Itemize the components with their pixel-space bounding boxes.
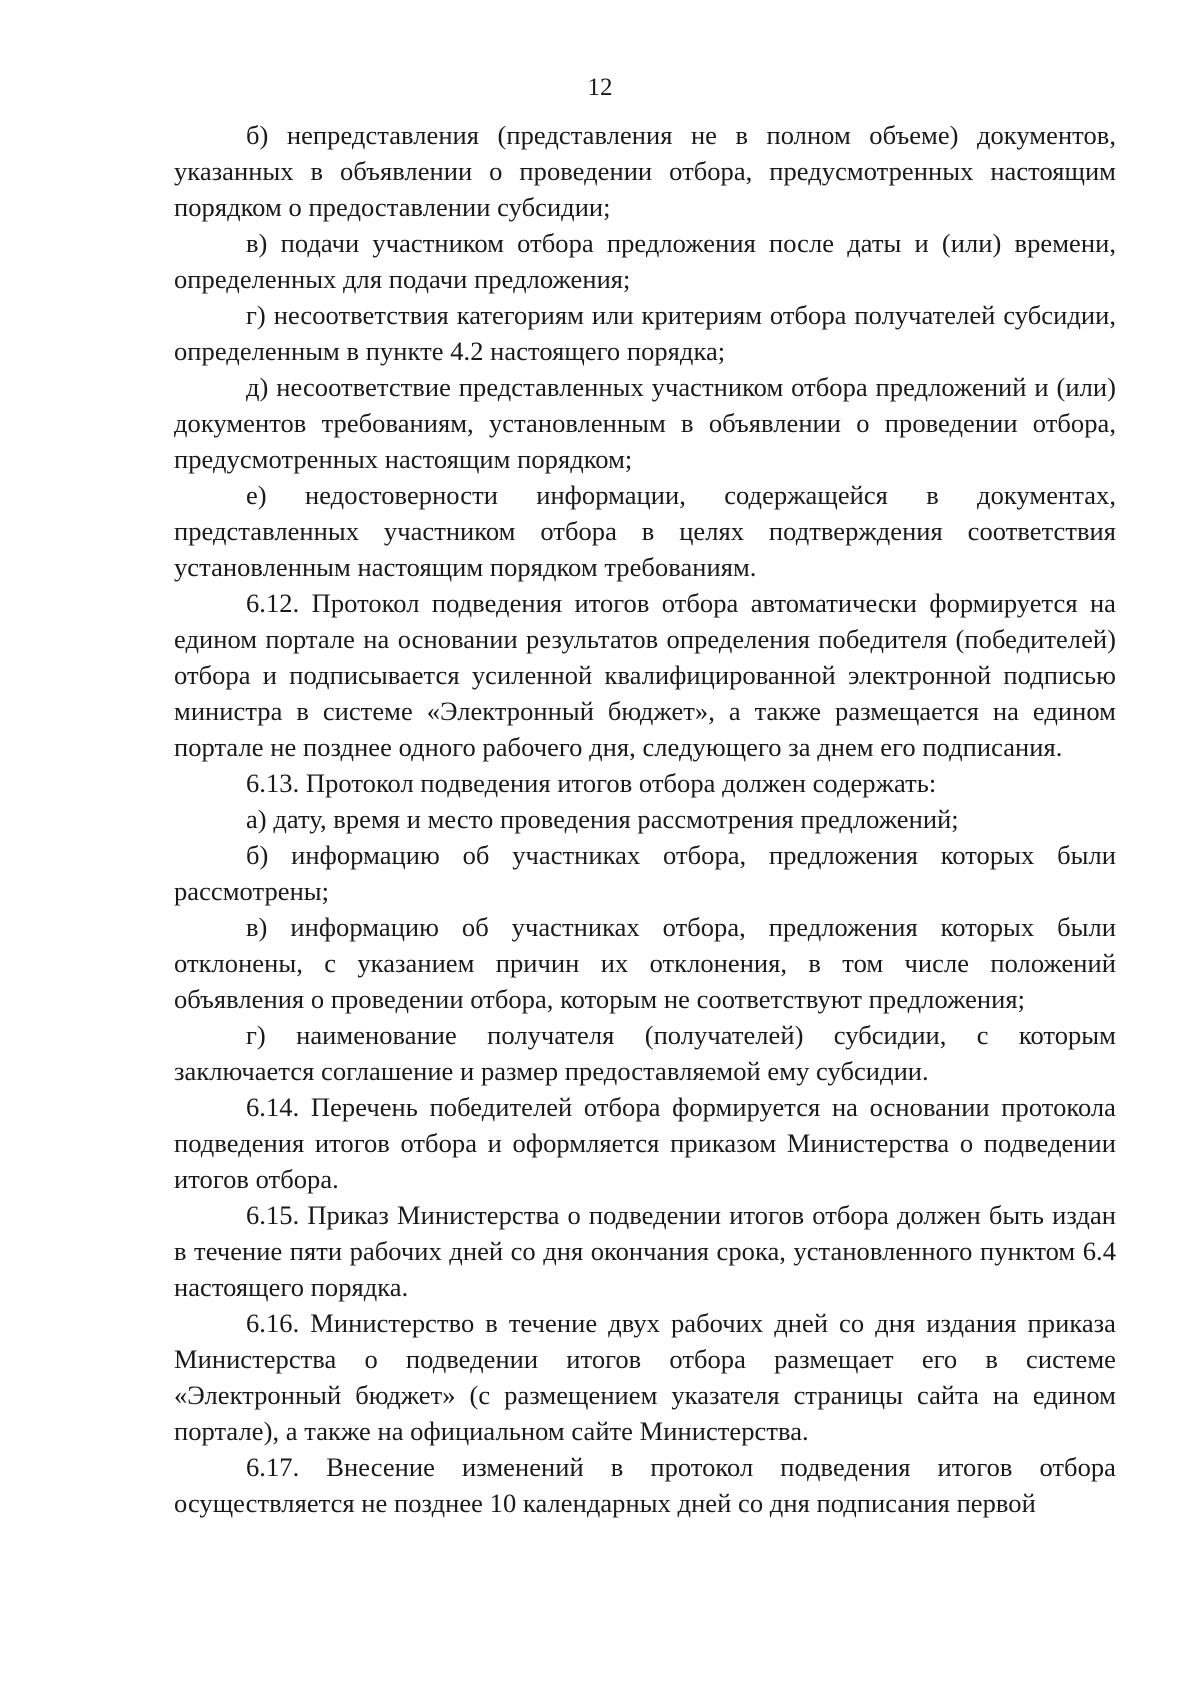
page-number: 12	[587, 74, 613, 101]
paragraph-item-b-rassmotreny: б) информацию об участниках отбора, предложения которых были рассмотрены;	[174, 840, 1116, 906]
paragraph-item-v-otkloneny: в) информацию об участниках отбора, предложения которых были отклонены, с указанием причин их отклонения, в том числе положений объявления о проведении отбора, которым не соответствуют предложения;	[174, 912, 1116, 1014]
paragraph-item-g-naimenovanie: г) наименование получателя (получателей) субсидии, с которым заключается соглашение и размер предоставляемой ему субсидии.	[174, 1020, 1116, 1086]
paragraph-item-a-datu: а) дату, время и место проведения рассмотрения предложений;	[246, 804, 959, 834]
paragraph-item-v-podachi: в) подачи участником отбора предложения после даты и (или) времени, определенных для подачи предложения;	[174, 228, 1116, 294]
paragraph-6-12: 6.12. Протокол подведения итогов отбора автоматически формируется на едином портале на основании результатов определения победителя (победителей) отбора и подписывается усиленной квалифицированной электронной подписью министра в системе «Электронный бюджет», а также размещается на едином портале не позднее одного рабочего дня, следующего за днем его подписания.	[174, 588, 1116, 762]
paragraph-6-15: 6.15. Приказ Министерства о подведении итогов отбора должен быть издан в течение пяти рабочих дней со дня окончания срока, установленного пунктом 6.4 настоящего порядка.	[174, 1200, 1116, 1302]
paragraph-6-16: 6.16. Министерство в течение двух рабочих дней со дня издания приказа Министерства о подведении итогов отбора размещает его в системе «Электронный бюджет» (с размещением указателя страницы сайта на едином портале), а также на официальном сайте Министерства.	[174, 1308, 1116, 1446]
paragraph-item-g-nesootvetstviya: г) несоответствия категориям или критериям отбора получателей субсидии, определенным в пункте 4.2 настоящего порядка;	[174, 300, 1116, 366]
document-body	[174, 117, 1116, 1521]
paragraph-item-e-nedostovernosti: е) недостоверности информации, содержащейся в документах, представленных участником отбора в целях подтверждения соответствия установленным настоящим порядком требованиям.	[174, 480, 1116, 582]
paragraph-6-17: 6.17. Внесение изменений в протокол подведения итогов отбора осуществляется не позднее 10 календарных дней со дня подписания первой	[174, 1452, 1116, 1518]
paragraph-6-14: 6.14. Перечень победителей отбора формируется на основании протокола подведения итогов отбора и оформляется приказом Министерства о подведении итогов отбора.	[174, 1092, 1116, 1194]
paragraph-item-d-nesootvetstvie: д) несоответствие представленных участником отбора предложений и (или) документов требованиям, установленным в объявлении о проведении отбора, предусмотренных настоящим порядком;	[174, 372, 1116, 474]
paragraph-item-b-nepredstavleniya: б) непредставления (представления не в полном объеме) документов, указанных в объявлении о проведении отбора, предусмотренных настоящим порядком о предоставлении субсидии;	[174, 120, 1116, 222]
paragraph-6-13: 6.13. Протокол подведения итогов отбора должен содержать:	[246, 768, 937, 798]
